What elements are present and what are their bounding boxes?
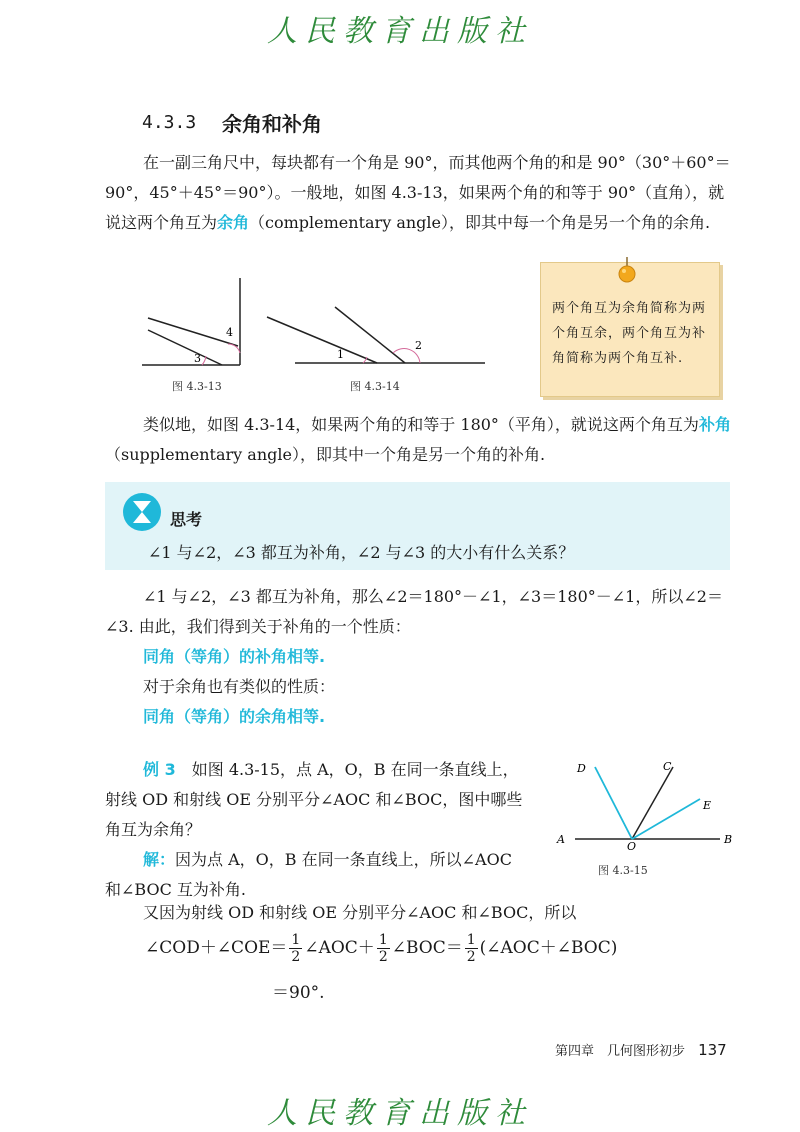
- caption-4-3-14: 图 4.3-14: [350, 380, 400, 393]
- point-label-a: A: [557, 833, 565, 846]
- term-supplementary: 补角: [698, 415, 731, 434]
- figure-4-3-13: [140, 278, 250, 373]
- equation-result: ＝90°.: [272, 983, 325, 1003]
- paragraph-complementary-similar: 对于余角也有类似的性质：: [143, 677, 336, 696]
- page-footer: [555, 1040, 727, 1059]
- section-number: 4.3.3: [142, 112, 197, 133]
- footer-chapter: 第四章: [555, 1044, 595, 1059]
- think-icon: [122, 492, 162, 532]
- point-label-o: O: [627, 840, 637, 850]
- point-label-b: B: [724, 833, 733, 846]
- paragraph-supplementary: 类似地，如图 4.3-14，如果两个角的和等于 180°（平角），就说这两个角互为补角（supplementary angle），即其中一个角是另一个角的补角.: [105, 415, 731, 464]
- example-3: 例 3 如图 4.3-15，点 A，O，B 在同一条直线上，射线 OD 和射线 OE 分别平分∠AOC 和∠BOC，图中哪些角互为余角？ 解：因为点 A，O，B 在同一条直线上，所以∠AOC 和∠BOC 互为补角.: [105, 760, 523, 899]
- footer-chapter-title: 几何图形初步: [607, 1044, 686, 1059]
- solution-continued: 又因为射线 OD 和射线 OE 分别平分∠AOC 和∠BOC，所以: [143, 903, 577, 922]
- side-note-text: 两个角互为余角简称为两个角互余，两个角互为补角简称为两个角互补.: [552, 301, 707, 366]
- point-label-e: E: [703, 799, 712, 812]
- point-label-c: C: [663, 760, 672, 773]
- property-complementary: 同角（等角）的余角相等.: [143, 707, 326, 726]
- property-supplementary: 同角（等角）的补角相等.: [143, 647, 326, 666]
- figure-4-3-14: [265, 305, 490, 367]
- think-title: 思考: [170, 510, 203, 529]
- think-question: ∠1 与∠2，∠3 都互为补角，∠2 与∠3 的大小有什么关系？: [148, 543, 575, 562]
- publisher-footer: 人民教育出版社: [267, 1096, 533, 1131]
- angle-label-1: 1: [337, 348, 344, 361]
- paragraph-complementary: 在一副三角尺中，每块都有一个角是 90°，而其他两个角的和是 90°（30°＋60°＝90°，45°＋45°＝90°）。一般地，如图 4.3-13，如果两个角的和等于 90°（直角），就说这两个角互为余角（complementary angle），即其中每一个角是另一个角的余角.: [105, 153, 731, 232]
- page-number: 137: [698, 1041, 727, 1059]
- point-label-d: D: [577, 762, 586, 775]
- figure-4-3-15: [555, 755, 740, 850]
- caption-4-3-15: 图 4.3-15: [598, 864, 648, 877]
- angle-label-2: 2: [415, 339, 422, 352]
- pushpin-icon: [614, 255, 640, 285]
- angle-label-3: 3: [194, 352, 201, 365]
- example-label: 例 3: [143, 760, 176, 779]
- publisher-header: 人民教育出版社: [267, 14, 533, 49]
- solution-label: 解：: [143, 850, 176, 869]
- angle-label-4: 4: [226, 326, 233, 339]
- equation: ∠COD＋∠COE＝ $\frac{1}{2}$ ∠AOC＋ $\frac{1}{2}$ ∠BOC＝ $\frac{1}{2}$ (∠AOC＋∠BOC): [145, 932, 618, 965]
- paragraph-property: ∠1 与∠2，∠3 都互为补角，那么∠2＝180°－∠1，∠3＝180°－∠1，所以∠2＝∠3. 由此，我们得到关于补角的一个性质： 同角（等角）的补角相等. 对于余角也有类似的性质： 同角（等角）的余角相等.: [105, 582, 735, 732]
- caption-4-3-13: 图 4.3-13: [172, 380, 222, 393]
- section-title: 余角和补角: [222, 112, 322, 136]
- term-complementary: 余角: [217, 213, 250, 232]
